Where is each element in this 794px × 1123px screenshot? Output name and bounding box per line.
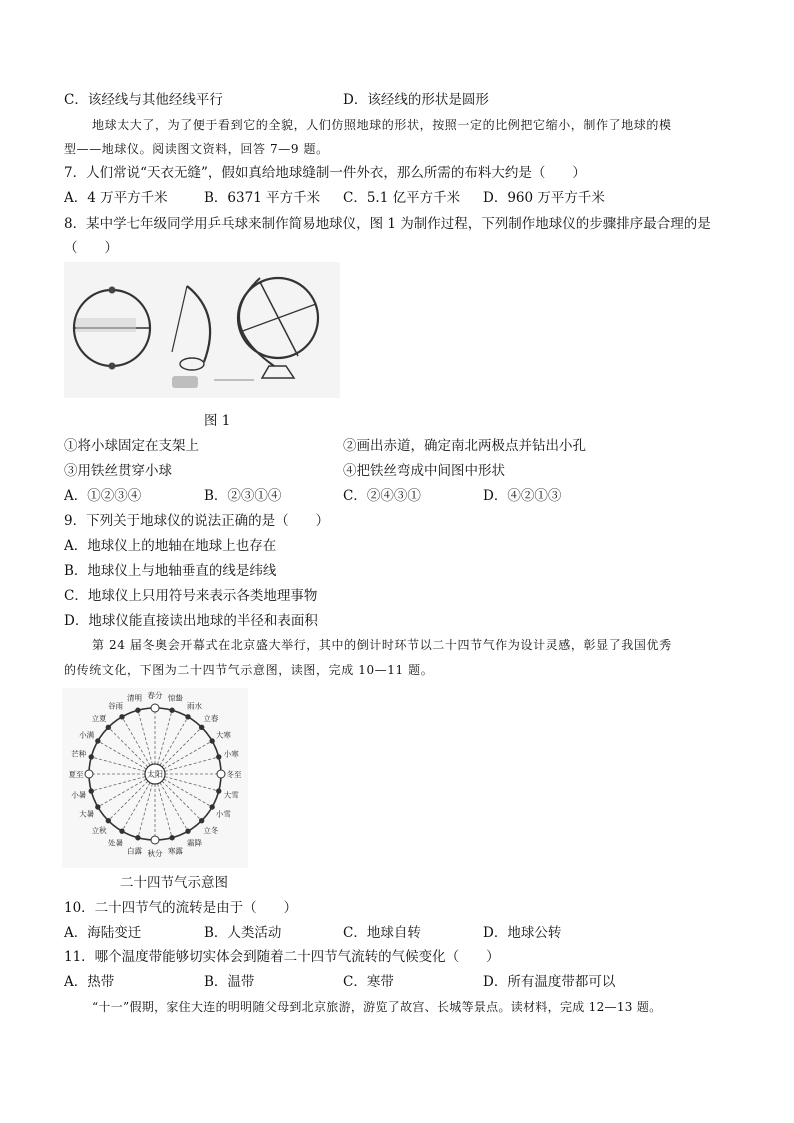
q11-option-b: B．温带 bbox=[204, 974, 255, 990]
q8-step-4: ④把铁丝弯成中间图中形状 bbox=[343, 463, 505, 479]
q10-option-b: B．人类活动 bbox=[204, 925, 282, 941]
q9-option-a: A．地球仪上的地轴在地球上也存在 bbox=[64, 538, 277, 554]
solar-term-label: 小满 bbox=[79, 730, 95, 740]
q10-option-d: D．地球公转 bbox=[483, 925, 562, 941]
solar-term-label: 谷雨 bbox=[108, 701, 123, 711]
term-marker bbox=[210, 739, 214, 743]
solar-term-label: 白露 bbox=[127, 846, 143, 856]
question-8-stem: 8．某中学七年级同学用乒乓球来制作简易地球仪，图 1 为制作过程，下列制作地球仪的步骤排序最合理的是 bbox=[64, 216, 711, 232]
solar-term-label: 处暑 bbox=[108, 838, 123, 848]
solar-term-label: 立春 bbox=[203, 714, 219, 724]
sun-label: 太阳 bbox=[147, 770, 163, 779]
solar-term-label: 大寒 bbox=[215, 730, 231, 740]
solar-term-label: 惊蛰 bbox=[167, 693, 183, 703]
term-marker bbox=[210, 805, 214, 809]
solar-terms-figure bbox=[62, 688, 248, 868]
question-10-stem: 10．二十四节气的流转是由于（ ） bbox=[64, 900, 298, 916]
q11-option-c: C．寒带 bbox=[343, 974, 394, 990]
q8-step-3: ③用铁丝贯穿小球 bbox=[64, 463, 172, 479]
term-marker bbox=[151, 836, 159, 844]
solar-term-label: 芒种 bbox=[71, 749, 87, 759]
globe-making-figure bbox=[64, 262, 340, 398]
q11-option-a: A．热带 bbox=[64, 974, 115, 990]
question-7-stem: 7．人们常说“天衣无缝”，假如真给地球缝制一件外衣，那么所需的布料大约是（ ） bbox=[64, 165, 586, 181]
q8-step-1: ①将小球固定在支架上 bbox=[64, 438, 199, 454]
passage-olympics-line-1: 第 24 届冬奥会开幕式在北京盛大举行，其中的倒计时环节以二十四节气作为设计灵感，彰显了我国优秀 bbox=[92, 638, 672, 652]
q8-option-b: B．②③①④ bbox=[204, 488, 282, 504]
term-marker bbox=[170, 708, 174, 712]
q9-option-b: B．地球仪上与地轴垂直的线是纬线 bbox=[64, 563, 277, 579]
q7-option-d: D．960 万平方千米 bbox=[483, 190, 605, 206]
term-marker bbox=[96, 739, 100, 743]
solar-term-label: 立夏 bbox=[91, 714, 107, 724]
solar-term-label: 立冬 bbox=[203, 825, 219, 835]
q8-option-d: D．④②①③ bbox=[483, 488, 562, 504]
term-marker bbox=[136, 708, 140, 712]
term-marker bbox=[186, 829, 190, 833]
solar-term-label: 小寒 bbox=[223, 749, 239, 759]
q9-option-c: C．地球仪上只用符号来表示各类地理事物 bbox=[64, 588, 318, 604]
solar-term-label: 立秋 bbox=[91, 825, 107, 835]
term-marker bbox=[106, 818, 110, 822]
solar-term-label: 小雪 bbox=[215, 809, 231, 819]
q6-option-d: D．该经线的形状是圆形 bbox=[343, 92, 489, 108]
q8-option-c: C．②④③① bbox=[343, 488, 421, 504]
term-marker bbox=[217, 789, 221, 793]
term-marker bbox=[151, 704, 159, 712]
q8-step-2: ②画出赤道，确定南北两极点并钻出小孔 bbox=[343, 438, 586, 454]
term-marker bbox=[186, 715, 190, 719]
passage-olympics-line-2: 的传统文化，下图为二十四节气示意图，读图，完成 10—11 题。 bbox=[64, 663, 434, 677]
solar-term-label: 雨水 bbox=[187, 701, 202, 711]
solar-term-label: 春分 bbox=[147, 691, 163, 700]
passage-globe-line-1: 地球太大了，为了便于看到它的全貌，人们仿照地球的形状，按照一定的比例把它缩小，制作了地球的模 bbox=[92, 118, 672, 132]
term-marker bbox=[199, 725, 203, 729]
solar-term-label: 夏至 bbox=[68, 770, 84, 779]
q7-option-b: B．6371 平方千米 bbox=[204, 190, 321, 206]
term-marker bbox=[136, 836, 140, 840]
term-marker bbox=[89, 789, 93, 793]
term-marker bbox=[120, 829, 124, 833]
solar-term-label: 大雪 bbox=[223, 790, 239, 800]
solar-term-label: 秋分 bbox=[147, 849, 163, 858]
q6-option-c: C．该经线与其他经线平行 bbox=[64, 92, 223, 108]
question-11-stem: 11．哪个温度带能够切实体会到随着二十四节气流转的气候变化（ ） bbox=[64, 949, 500, 965]
q11-option-d: D．所有温度带都可以 bbox=[483, 974, 616, 990]
solar-term-label: 寒露 bbox=[167, 846, 183, 856]
solar-term-label: 小暑 bbox=[71, 790, 87, 800]
term-marker bbox=[85, 770, 93, 778]
q7-option-c: C．5.1 亿平方千米 bbox=[343, 190, 461, 206]
solar-term-label: 清明 bbox=[127, 693, 143, 703]
term-marker bbox=[217, 770, 225, 778]
term-marker bbox=[89, 755, 93, 759]
q10-option-c: C．地球自转 bbox=[343, 925, 421, 941]
question-8-stem-paren: （ ） bbox=[64, 240, 118, 256]
q8-option-a: A．①②③④ bbox=[64, 488, 142, 504]
passage-globe-line-2: 型——地球仪。阅读图文资料，回答 7—9 题。 bbox=[64, 142, 329, 156]
question-9-stem: 9．下列关于地球仪的说法正确的是（ ） bbox=[64, 513, 330, 529]
solar-term-label: 大暑 bbox=[79, 809, 95, 819]
term-marker bbox=[106, 725, 110, 729]
term-marker bbox=[120, 715, 124, 719]
q10-option-a: A．海陆变迁 bbox=[64, 925, 142, 941]
solar-terms-caption: 二十四节气示意图 bbox=[120, 875, 228, 891]
term-marker bbox=[217, 755, 221, 759]
solar-term-label: 冬至 bbox=[226, 770, 242, 779]
term-marker bbox=[96, 805, 100, 809]
term-marker bbox=[199, 818, 203, 822]
term-marker bbox=[170, 836, 174, 840]
passage-beijing-line-1: “十一”假期，家住大连的明明随父母到北京旅游，游览了故宫、长城等景点。读材料，完成 12—13 题。 bbox=[92, 1000, 662, 1014]
figure-1-caption: 图 1 bbox=[204, 413, 231, 429]
solar-term-label: 霜降 bbox=[187, 838, 202, 848]
q9-option-d: D．地球仪能直接读出地球的半径和表面积 bbox=[64, 613, 318, 629]
q7-option-a: A．4 万平方千米 bbox=[64, 190, 168, 206]
